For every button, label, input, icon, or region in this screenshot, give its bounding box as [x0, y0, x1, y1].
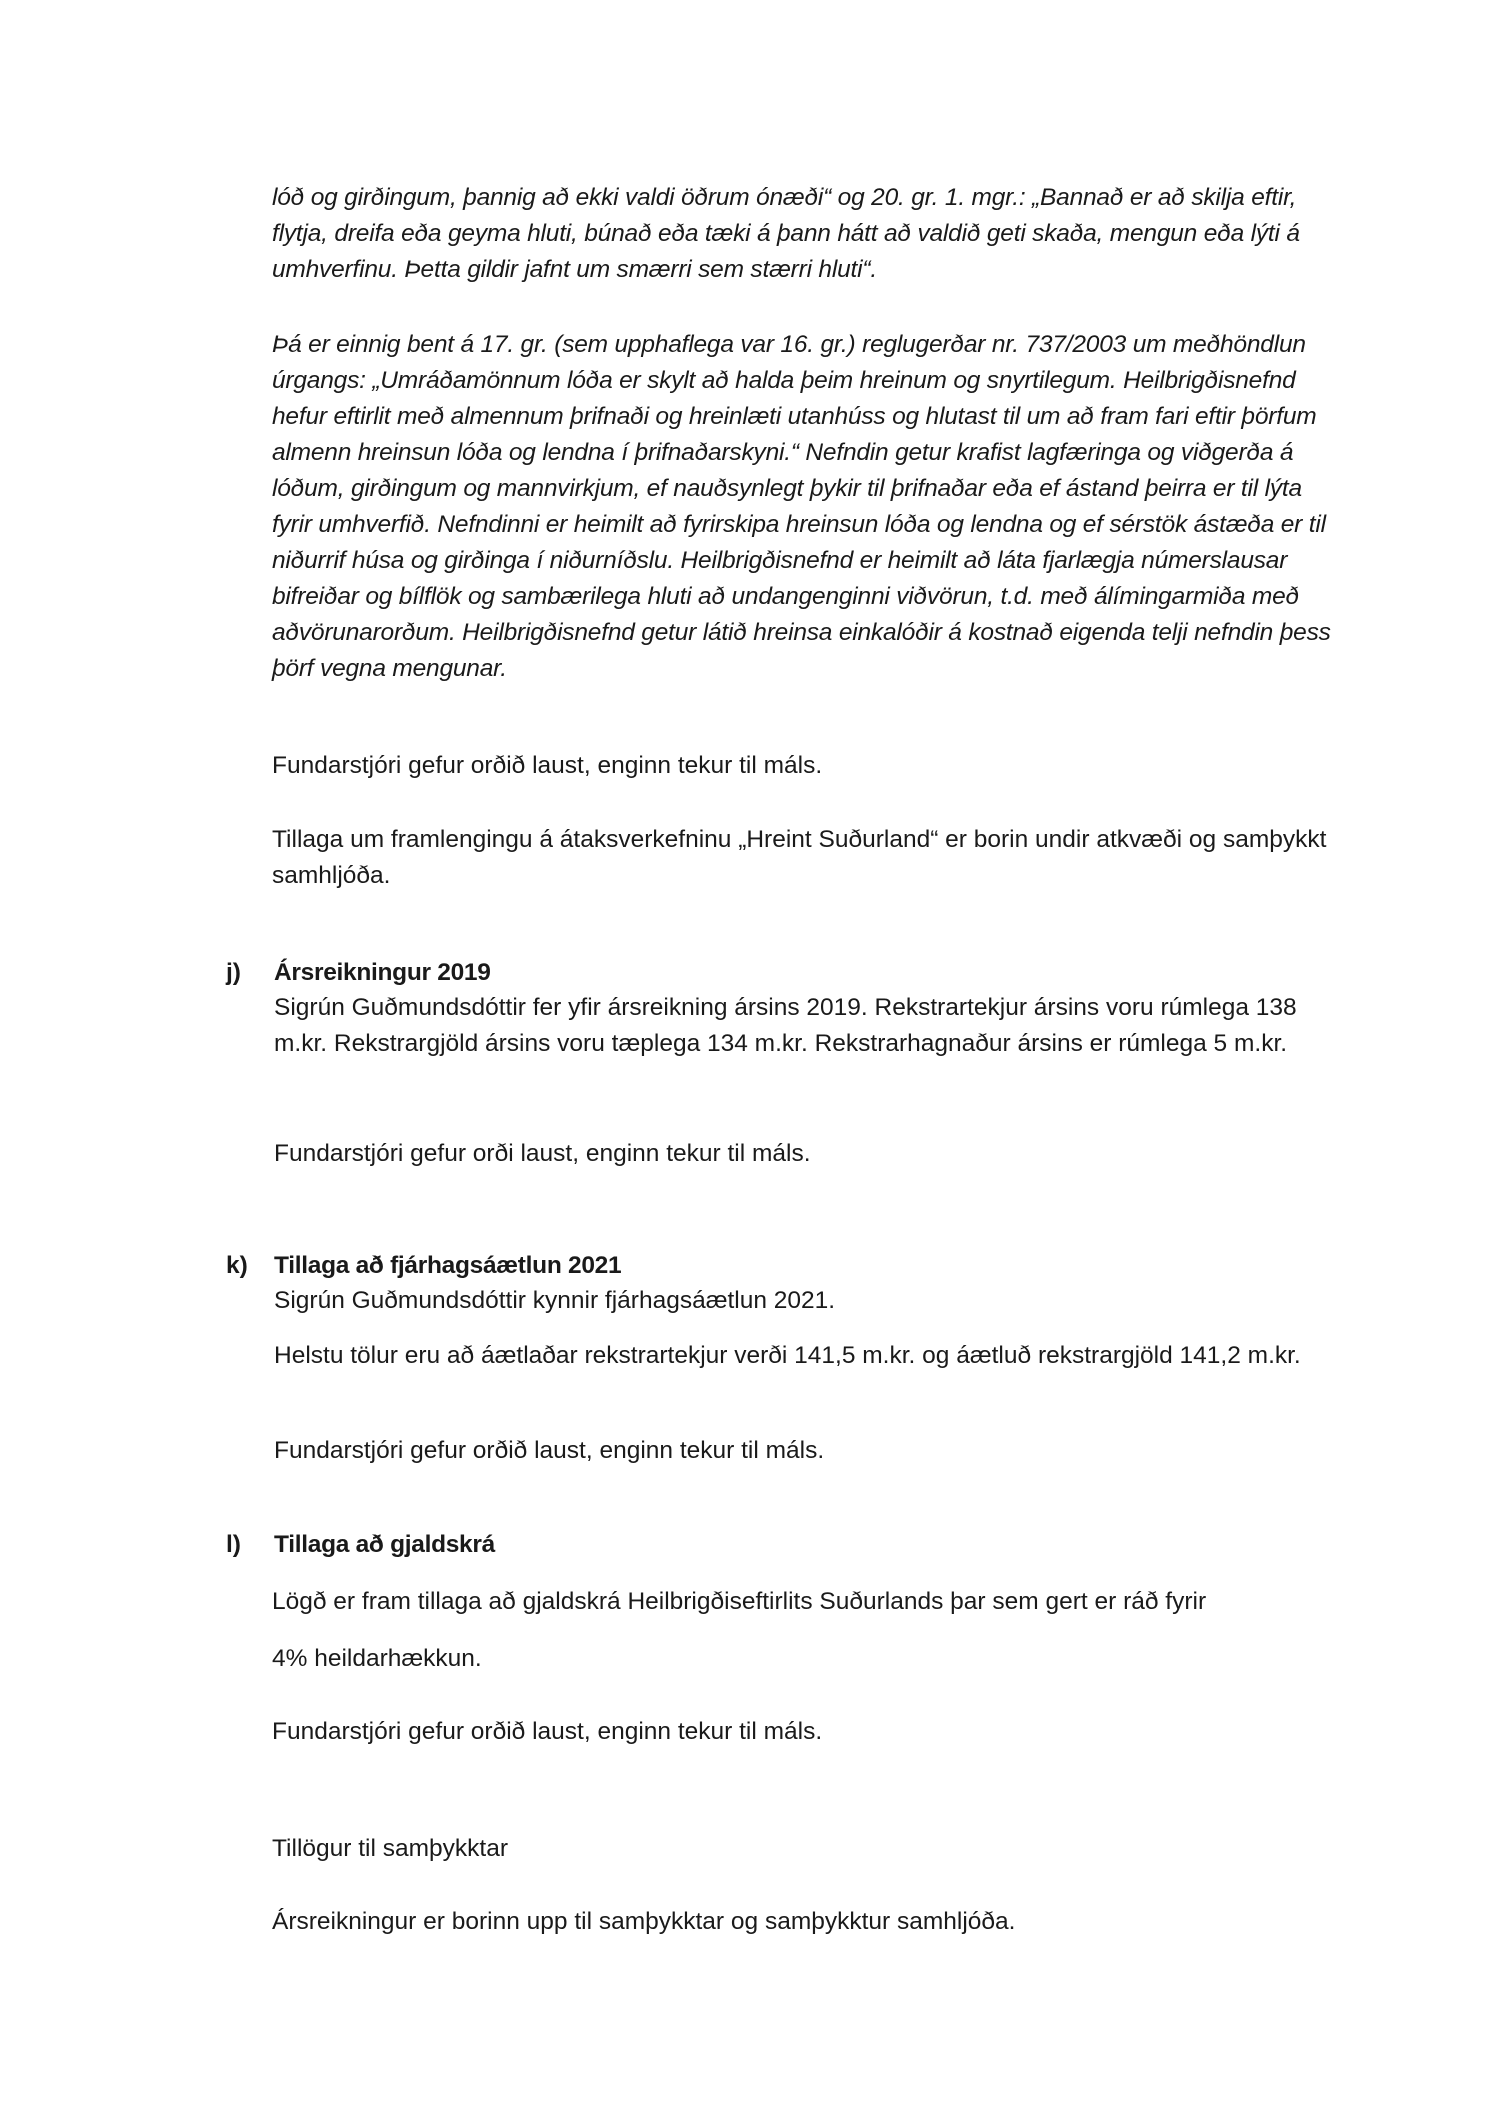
section-floor-k: Fundarstjóri gefur orðið laust, enginn tekur til máls. — [274, 1437, 825, 1464]
section-label-k: k) — [226, 1252, 248, 1279]
section-floor-j: Fundarstjóri gefur orði laust, enginn tekur til máls. — [274, 1140, 811, 1167]
approval-text: Ársreikningur er borinn upp til samþykktar og samþykktur samhljóða. — [272, 1908, 1016, 1935]
section-text-l-2: 4% heildarhækkun. — [272, 1645, 482, 1672]
quote-paragraph-1: lóð og girðingum, þannig að ekki valdi öðrum ónæði“ og 20. gr. 1. mgr.: „Bannað er að skilja eftir, flytja, dreifa eða geyma hluti, búnað eða tæki á þann hátt að valdið geti skaða, mengun eða lýti á umhverfinu. Þetta gildir jafnt um smærri sem stærri hluti“. — [272, 184, 1300, 283]
section-label-l: l) — [226, 1531, 241, 1558]
approval-heading: Tillögur til samþykktar — [272, 1835, 508, 1862]
quote-paragraph-2: Þá er einnig bent á 17. gr. (sem upphaflega var 16. gr.) reglugerðar nr. 737/2003 um meðhöndlun úrgangs: „Umráðamönnum lóða er skylt að halda þeim hreinum og snyrtilegum. Heilbrigðisnefnd hefur eftirlit með almennum þrifnaði og hreinlæti utanhúss og hlutast til um að fram fari eftir þörfum almenn hreinsun lóða og lendna í þrifnaðarskyni.“ Nefndin getur krafist lagfæringa og viðgerða á lóðum, girðingum og mannvirkjum, ef nauðsynlegt þykir til þrifnaðar eða ef ástand þeirra er til lýta fyrir umhverfið. Nefndinni er heimilt að fyrirskipa hreinsun lóða og lendna og ef sérstök ástæða er til niðurrif húsa og girðinga í niðurníðslu. Heilbrigðisnefnd er heimilt að láta fjarlægja númerslausar bifreiðar og bílflök og sambærilega hluti að undangenginni viðvörun, t.d. með álímingarmiða með aðvörunarorðum. Heilbrigðisnefnd getur látið hreinsa einkalóðir á kostnað eigenda telji nefndin þess þörf vegna mengunar. — [272, 331, 1331, 682]
section-label-j: j) — [226, 959, 241, 986]
section-text-k-2: Helstu tölur eru að áætlaðar rekstrartekjur verði 141,5 m.kr. og áætluð rekstrargjöld 141,2 m.kr. — [274, 1342, 1301, 1369]
section-title-k: Tillaga að fjárhagsáætlun 2021 — [274, 1252, 622, 1279]
floor-open-statement: Fundarstjóri gefur orðið laust, enginn tekur til máls. — [272, 752, 823, 779]
section-text-k-1: Sigrún Guðmundsdóttir kynnir fjárhagsáætlun 2021. — [274, 1287, 836, 1314]
section-floor-l: Fundarstjóri gefur orðið laust, enginn tekur til máls. — [272, 1718, 823, 1745]
section-title-j: Ársreikningur 2019 — [274, 959, 491, 986]
section-text-j: Sigrún Guðmundsdóttir fer yfir ársreikning ársins 2019. Rekstrartekjur ársins voru rúmlega 138 m.kr. Rekstrargjöld ársins voru tæplega 134 m.kr. Rekstrarhagnaður ársins er rúmlega 5 m.kr. — [274, 994, 1297, 1057]
section-title-l: Tillaga að gjaldskrá — [274, 1531, 495, 1558]
section-text-l-1: Lögð er fram tillaga að gjaldskrá Heilbrigðiseftirlits Suðurlands þar sem gert er ráð fyrir — [272, 1588, 1207, 1615]
vote-statement: Tillaga um framlengingu á átaksverkefninu „Hreint Suðurland“ er borin undir atkvæði og samþykkt samhljóða. — [272, 826, 1327, 889]
